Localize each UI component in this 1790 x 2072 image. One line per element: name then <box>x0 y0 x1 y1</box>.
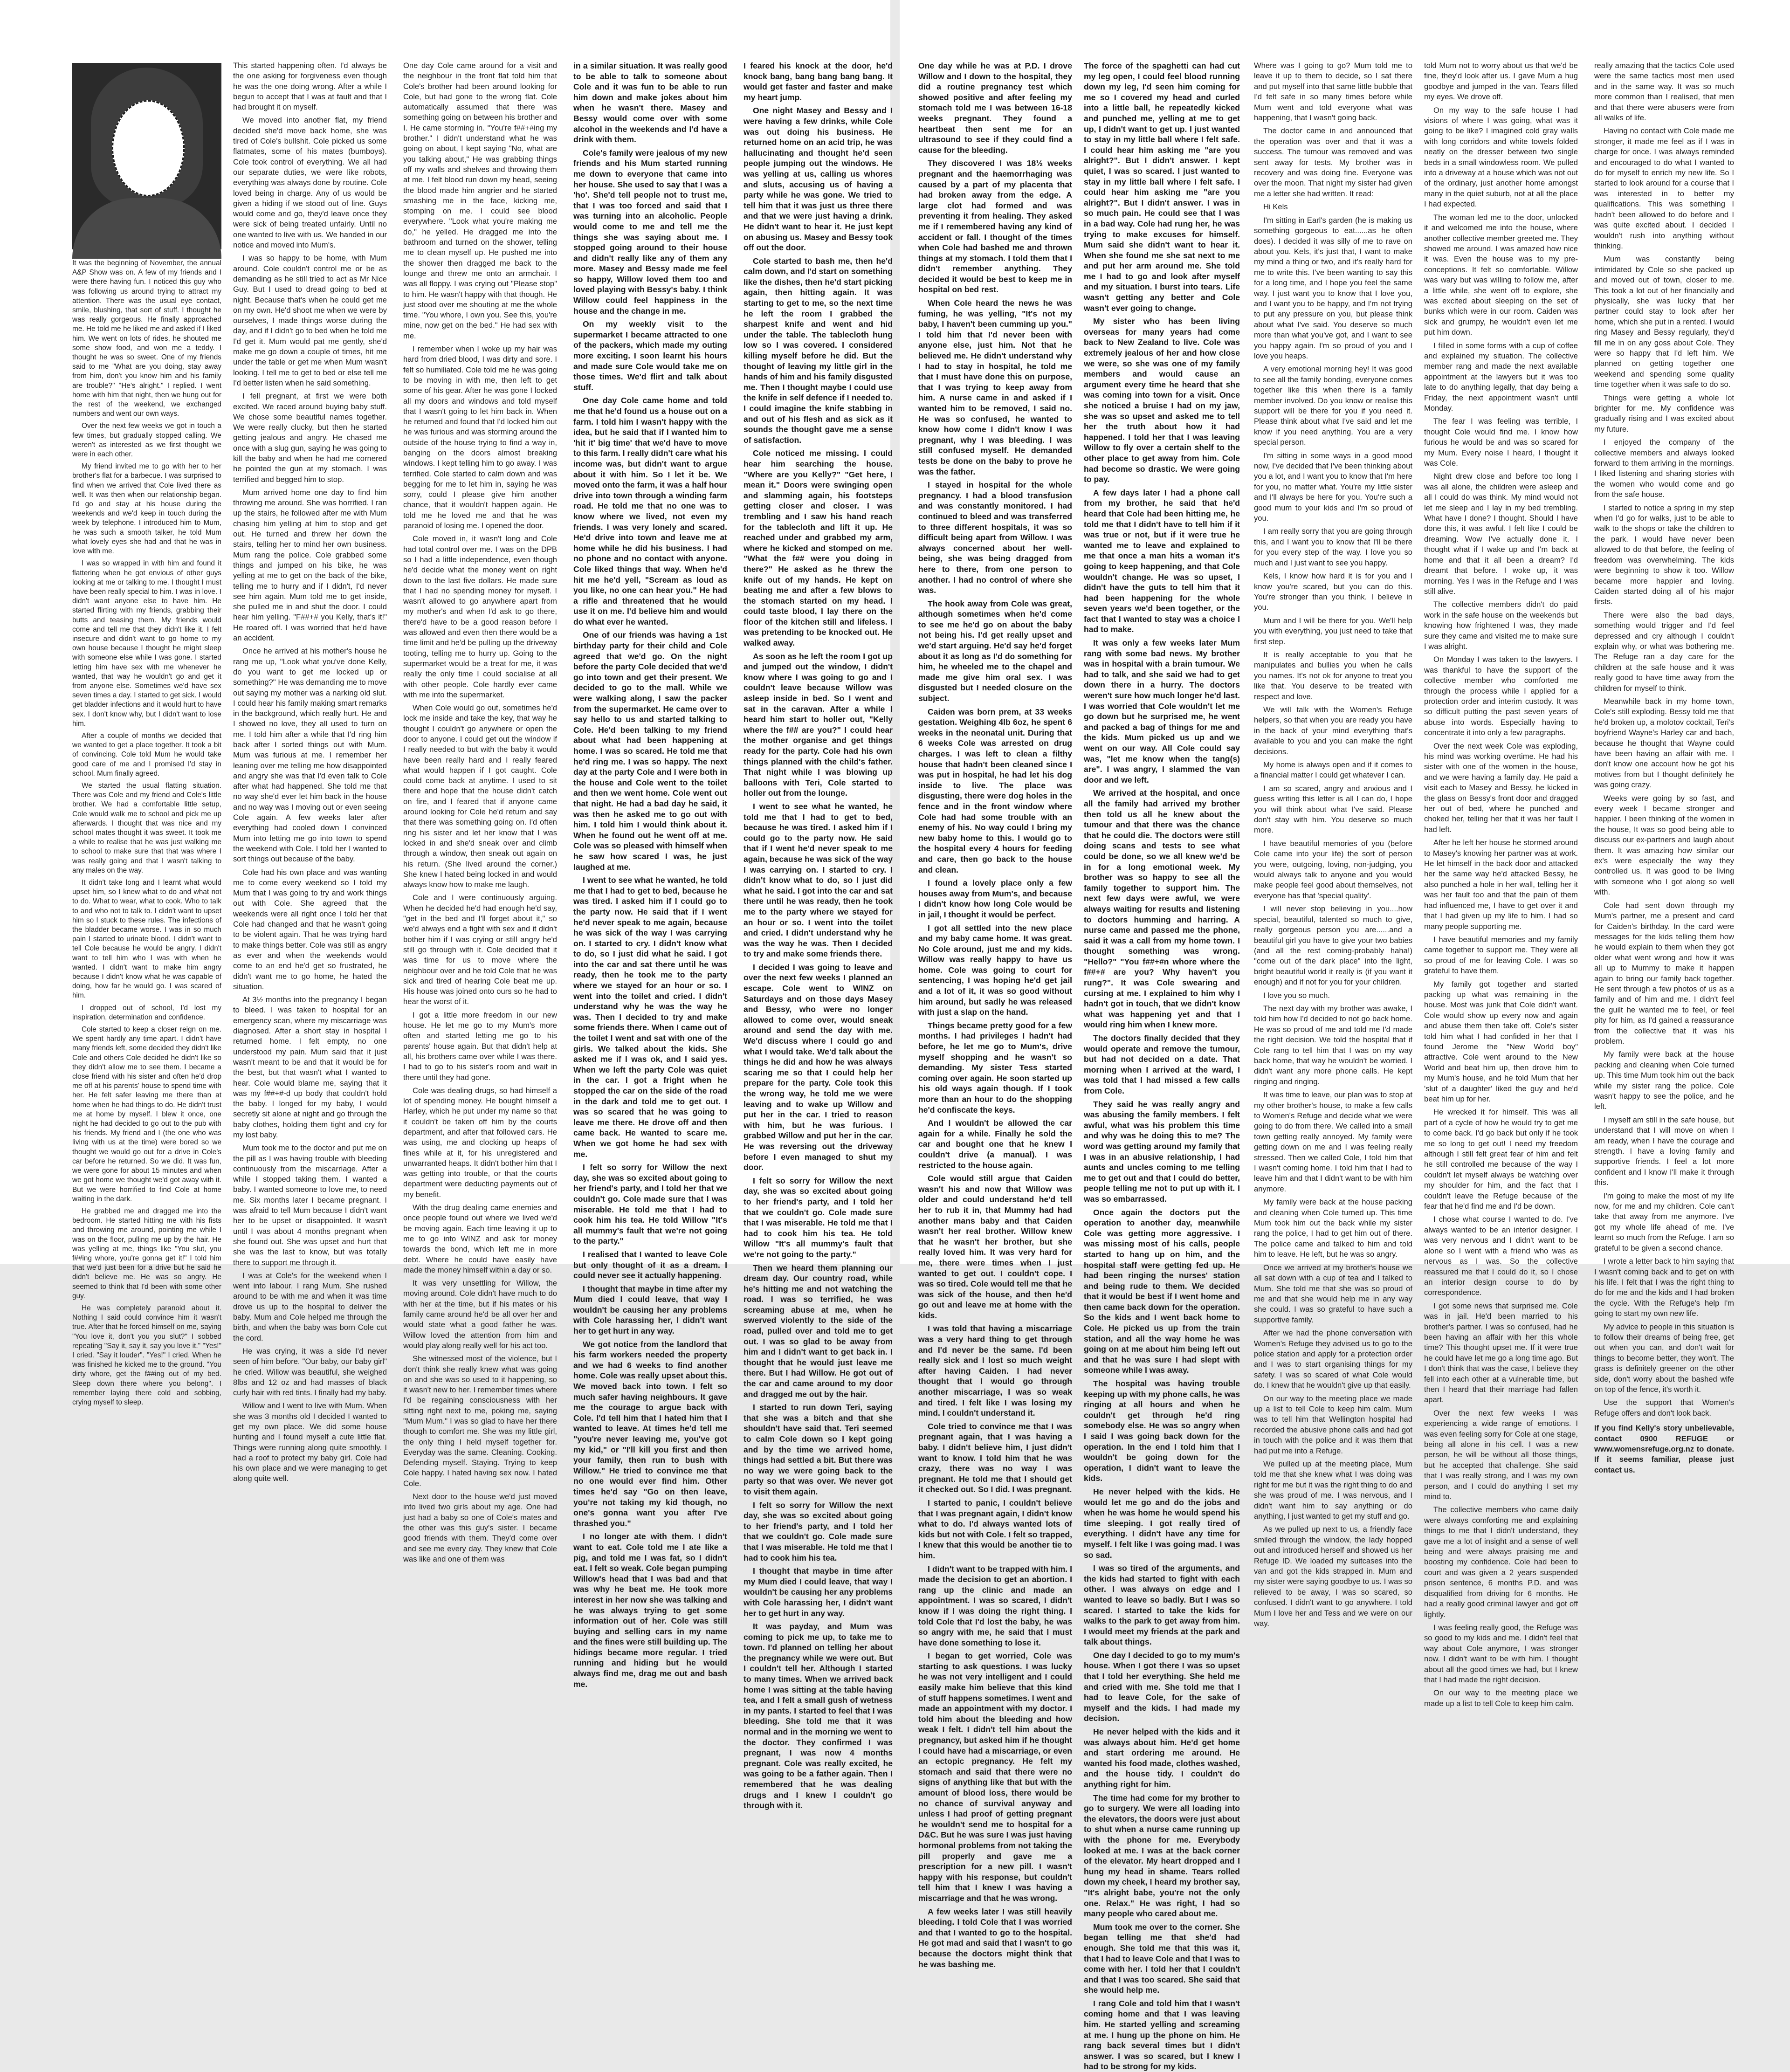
story-paragraph: The doctor came in and announced that the operation was over and that it was a success. The tumour was removed and was sent away for tests. My brother was in recovery and was doing fine. Everyone was over the moon. That night my sister had given me a letter she had written. It read: <box>1254 126 1412 198</box>
story-paragraph: We got notice from the landlord that his farm workers needed the property and we had 6 weeks to find another home. Cole was really upset about this. We moved back into town. I felt so much safer having neighbours. It gave me the courage to argue back with Cole. I'd tell him that I hated him that I wanted to leave. At times he'd tell me "you're never leaving me, you've got my kid," or "I'll kill you first and then your family, then run to bush with Willow." He tried to convince me that no one would ever find him. Other times he'd say "Go on then leave, you're not taking my kid though, no one's gonna want you after I've thrashed you." <box>573 1339 727 1528</box>
story-paragraph: It didn't take long and I learnt what would upset him, so I knew what to do and what not to do. What to wear, what to cook. Who to talk to and who not to talk to. I didn't want to upset him so I stuck to these rules. The infections of the bladder became worse. I was in so much pain I started to urinate blood. I didn't want to tell Cole because he would be angry. I didn't want to tell him who I was with when he wanted. I didn't want to make him angry because I didn't know what he was capable of doing, how far he would go. I was scared of him. <box>72 879 221 1000</box>
story-paragraph: I'm going to make the most of my life now, for me and my children. Cole can't take that away from me anymore. I've got my whole life ahead of me. I've learnt so much from the Refuge. I am so grateful to be given a second chance. <box>1594 1191 1734 1253</box>
story-paragraph: One day while he was at P.D. I drove Willow and I down to the hospital, they did a routine pregnancy test which showed positive and after feeling my stomach told me I was between 16-18 weeks pregnant. They found a heartbeat then sent me for an ultrasound to see if they could find a cause for the bleeding. <box>918 61 1072 155</box>
story-paragraph: I have beautiful memories of you (before Cole came into your life) the sort of person you were, outgoing, loving, non-judging, you would always talk to anyone and you would make people feel good about themselves, not everyone has that 'special quality'. <box>1254 839 1412 900</box>
story-paragraph: The force of the spaghetti can had cut my leg open, I could feel blood running down my leg, I'd seen him coming for me so I covered my head and curled into a little ball, he repeatedly kicked and punched me, yelling at me to get up, I didn't want to get up. I just wanted to stay in my little ball where I felt safe. I could hear him asking me "are you alright?". But I didn't answer. I kept quiet, I was so scared. I just wanted to stay in my little ball where I felt safe. I could hear him asking me "are you alright?". But I didn't answer. I was in so much pain. He could see that I was in a bad way. Cole had rung her, he was trying to make excuses for himself. Mum said she didn't want to hear it. When she found me she sat next to me and put her arm around me. She told me I had to go and look after myself and my situation. I burst into tears. Life wasn't getting any better and Cole wasn't ever going to change. <box>1084 61 1240 313</box>
story-paragraph: I am really sorry that you are going through this, and I want you to know that I'll be there for you every step of the way. I love you so much and I just want to see you happy. <box>1254 527 1412 567</box>
story-paragraph: When Cole heard the news he was fuming, he was yelling, "It's not my baby, I haven't been cumming up you." I told him that I'd never been with anyone else, just him. Not that he believed me. He didn't understand why I had to stay in hospital, he told me that I must have done this on purpose, that I was trying to keep away from him. A nurse came in and asked if I wanted him to be removed, I said no. He was so confused, he wanted to know how come I didn't know I was pregnant, why I was bleeding. I was still confused myself. He demanded tests be done on the baby to prove he was the father. <box>918 298 1072 476</box>
story-paragraph: I was so happy to be home, with Mum around. Cole couldn't control me or be as demanding as he still tried to act as Mr Nice Guy. But I used to dread going to bed at night. Because that's when he could get me on my own. He'd shoot me when we were by ourselves, I made things worse during the day, and if I didn't go to bed when he told me I'd get it. Mum would pat me gently, she'd make me go down a couple of times, hit me under the table or get me when Mum wasn't looking. I tell me to get to bed or else tell me I'd better listen when he said something. <box>233 254 387 387</box>
story-paragraph: Over the next few weeks I was experiencing a wide range of emotions. I was even feeling sorry for Cole at one stage, being all alone in his cell. I was a new person, he will be without all those things, but he accepted that challenge. She said that I was really strong, and I was my own person, and I could do anything I set my mind to. <box>1424 1408 1578 1501</box>
story-paragraph: One of our friends was having a 1st birthday party for their child and Cole agreed that we'd go. On the night before the party Cole decided that we'd go into town and get their present. We decided to go to the mall. While we were walking along, I saw the packer from the supermarket. He came over to say hello to us and started talking to Cole. He'd been talking to my friend about what had been happening at home. I was so scared. He told me that he'd ring me. I was so happy. The next day at the party Cole and I were both in the house and Cole went to the toilet and then we went home. Cole went out that night. He had a bad day he said, it was then he asked me to go out with him. I told him I would think about it. When he found out he went off at me. Cole was so pleased with himself when he saw how scared I was, he just laughed at me. <box>573 630 727 872</box>
story-paragraph: It was the beginning of November, the annual A&P Show was on. A few of my friends and I were there having fun. I noticed this guy who was following us around trying to attract my attention. There was the usual eye contact, smile, blushing, that sort of stuff. I thought he was really gorgeous. He finally approached me. He told me he liked me and asked if I liked him. We went on lots of rides, he shouted me some show food, and won me a teddy. I thought he was so sweet. One of my friends said to me "What are you doing, stay away from him, don't you know him and his family are trouble?" "He's alright." I replied. I went home with him that night, then we hung out for the rest of the weekend, we exchanged numbers and went our own ways. <box>72 259 221 418</box>
story-column-7 <box>1084 61 1240 2072</box>
story-paragraph: I went to see what he wanted, he told me that I had to get to bed, because he was tired. I asked him if I could go to the party now. He said that if I went he'd never speak to me again, because he was sick of the way I was carrying on. I started to cry. I didn't know what to do, so I just did what he said. I got into the car and sat there until he was ready, then he took me to the party where we stayed for an hour or so. I went into the toilet and cried. I didn't understand why he was the way he was. Then I decided to try and make some friends there. When I came out of the toilet I went and sat with one of the girls. We talked about the kids. She asked me if I was ok, and I said yes. When we left the party Cole was quiet in the car. I got a fright when he stopped the car on the side of the road in the dark and told me to get out. I was so scared that he was going to leave me there. He drove off and then came back. He wanted to scare me. When we got home he had sex with me. <box>573 875 727 1159</box>
story-paragraph: He wrecked it for himself. This was all part of a cycle of how he would try to get me to come back. I'd go back but only if he took me so long to get out! I need my freedom although I still felt great fear of him and felt he still controlled me because of the way I couldn't let myself always be watching over my shoulder for him, and the fact that I couldn't leave the Refuge because of the fear that he'd find me and I'd be down. <box>1424 1108 1578 1211</box>
story-paragraph: He never helped with the kids. He would let me go and do the jobs and when he was home he would spend his time sleeping. I got really tired of everything. I didn't have any time for myself. I felt like I was going mad. I was so sad. <box>1084 1487 1240 1560</box>
story-paragraph: I feared his knock at the door, he'd knock bang, bang bang bang bang. It would get faster and faster and make my heart jump. <box>744 61 893 102</box>
story-paragraph: Mum took me over to the corner. She began telling me that she'd had enough. She told me that this was it, that I had to leave Cole and that I was to come with her. I told her that I couldn't and that I was too scared. She said that she would help me. <box>1084 1922 1240 1995</box>
story-paragraph: It was very unsettling for Willow, the moving around. Cole didn't have much to do with her at the time, but if his mates or his family came around he'd be all over her and would state what a good father he was. Willow loved the attention from him and would play along really well for his act too. <box>403 1279 557 1350</box>
story-paragraph: I went to see what he wanted, he told me that I had to get to bed, because he was tired. I asked him if I could go to the party now. He said that if I went he'd never speak to me again, because he was sick of the way I was carrying on. I started to cry. I didn't know what to do, so I just did what he said. I got into the car and sat there until he was ready, then he took me to the party where we stayed for an hour or so. I went into the toilet and cried. I didn't understand why he was the way he was. Then I decided to try and make some friends there. <box>744 801 893 959</box>
story-paragraph: Use the support that Women's Refuge offers and don't look back. <box>1594 1398 1734 1418</box>
story-paragraph: This started happening often. I'd always be the one asking for forgiveness even though he was the one doing wrong. After a while I begun to accept that I was at fault and that I had brought it on myself. <box>233 61 387 112</box>
story-paragraph: I started to panic, I couldn't believe that I was pregnant again, I didn't know what to do. I'd always wanted lots of kids but not with Cole. I felt so trapped, I knew that this would be another tie to him. <box>918 1498 1072 1560</box>
story-paragraph: At 3½ months into the pregnancy I began to bleed. I was taken to hospital for an emergency scan, where my miscarriage was diagnosed. After a short stay in hospital I returned home. I felt empty, no one understood my pain. Mum said that it just wasn't meant to be and that it would be for the best, but that wasn't what I wanted to hear. Cole would blame me, saying that it was my f##+#-d up body that couldn't hold the baby. I longed for my baby, I would secretly sit alone at night and go through the baby clothes, holding them tight and cry for my lost baby. <box>233 995 387 1139</box>
story-paragraph: My advice to people in this situation is to follow their dreams of being free, get out when you can, and don't wait for things to become better, they won't. The grass is definitely greener on the other side, don't worry about the bashed wife on top of the fence, it's worth it. <box>1594 1322 1734 1394</box>
story-paragraph: The fear I was feeling was terrible, I thought Cole would find me. I know how furious he would be and was so scared for my Mum. Every noise I heard, I thought it was Cole. <box>1424 417 1578 468</box>
story-paragraph: Willow and I went to live with Mum. When she was 3 months old I decided I wanted to get my own place. We did some house hunting and I found myself a cute little flat. Things were running along quite smoothly. I had a roof to protect my baby girl. Cole had his own place and we were managing to get along quite well. <box>233 1401 387 1483</box>
story-paragraph: Over the next few weeks we got in touch a few times, but gradually stopped calling. We weren't as interested as we first thought we were in each other. <box>72 422 221 459</box>
story-paragraph: One day Cole came home and told me that he'd found us a house out on a farm. I told him I wasn't happy with the idea, but he said that if I wanted him to 'hit it' big time' that we'd have to move to this farm. I really didn't care what his income was, but didn't want to argue about it with him. So I let it be. We moved onto the farm, it was a half hour drive into town through a winding farm road. He told me that no one was to know where we lived, not even my friends. I was very lonely and scared. He'd drive into town and leave me at home while he did his business. I had no phone and no contact with anyone. Cole liked things that way. When he'd hit me he'd yell, "Scream as loud as you like, no one can hear you." He had a rifle and threatened that he would use it on me. I'd believe him and would do what ever he wanted. <box>573 396 727 626</box>
story-column-8 <box>1254 61 1412 1628</box>
story-paragraph: He grabbed me and dragged me into the bedroom. He started hitting me with his fists and throwing me around, pointing me while I was on the floor, pulling me up by the hair. He was yelling at me, things like "You slut, you f##ing whore, you're gonna get it!" I told him that we'd just been for a drive but he said he didn't believe me. He was so angry. He seemed to think that I'd been with some other guy. <box>72 1207 221 1300</box>
story-paragraph: I was so tired of the arguments, and the kids had started to fight with each other. I was always on edge and I wanted to leave so badly. But I was so scared. I started to take the kids for walks to the park to get away from him. I would meet my friends at the park and talk about things. <box>1084 1563 1240 1647</box>
story-paragraph: He was completely paranoid about it. Nothing I said could convince him it wasn't true. After that he forced himself on me, saying "You love it, don't you you slut?" I sobbed repeating "Say it, say it, say you love it." "Yes!" I cried. "Say it louder". "Yes!" I cried. When he was finished he kicked me to the ground. "You dirty whore, get the f##ing out of my bed. Sleep down there where you belong". I remember laying there cold and sobbing, crying myself to sleep. <box>72 1304 221 1406</box>
story-paragraph: I myself am still in the safe house, but understand that I will move on when I am ready, when I have the courage and strength. I have a loving family and supportive friends. I feel a lot more confident and I know I'll make it through this. <box>1594 1115 1734 1187</box>
story-paragraph: He was crying, it was a side I'd never seen of him before. "Our baby, our baby girl" he cried. Willow was beautiful, she weighed 8lbs and 12 oz and had masses of black curly hair with red tints. I finally had my baby. <box>233 1346 387 1397</box>
story-paragraph: really amazing that the tactics Cole used were the same tactics most men used and in the same way. It was so much more common than I realised, that men and that there were abusers were from all walks of life. <box>1594 61 1734 123</box>
story-paragraph: Mum and I will be there for you. We'll help you with everything, you just need to take that first step. <box>1254 616 1412 646</box>
story-paragraph: I decided I was going to leave and over the next few weeks I planned an escape. Cole went to WINZ on Saturdays and on those days Masey and Bessy, who were no longer allowed to come over, would sneak around and send the day with me. We'd discuss where I could go and what I would take. We'd talk about the things he did and how he was always scaring me so that I could help her prepare for the party. Cole took this the wrong way, he told me we were leaving and to wake up Willow and put her in the car. I tried to reason with him, but he was furious. I grabbed Willow and put her in the car. He was reversing out the driveway before I even managed to shut my door. <box>744 962 893 1172</box>
story-paragraph: Cole started to bash me, then he'd calm down, and I'd start on something like the dishes, then he'd start picking again, then hitting again. It was starting to get to me, so the next time he left the room I grabbed the sharpest knife and went and hid under the table. The tablecloth hung low so I was covered. I considered killing myself before he did. But the thought of leaving my little girl in the hands of him and his family disgusted me. Then I thought maybe I could use the knife in self defence if I needed to. I could imagine the knife stabbing in and out of his flesh and as sick as it sounds the thought gave me a sense of satisfaction. <box>744 256 893 445</box>
story-paragraph: I chose what course I wanted to do. I've always wanted to be an interior designer. I was very nervous and I didn't want to be alone so I went with a friend who was as nervous as I was. So the collective reassured me that I could do it, so I chose an interior design course to do by correspondence. <box>1424 1215 1578 1297</box>
story-paragraph: We will talk with the Women's Refuge helpers, so that when you are ready you have in the back of your mind everything that's available to you and you can make the right decisions. <box>1254 705 1412 756</box>
story-column-3 <box>403 61 557 1563</box>
story-paragraph: Next door to the house we'd just moved into lived two girls about my age. One had just had a baby so one of Cole's mates and the other was this guy's sister. I became good friends with them. They'd come over and see me every day. They knew that Cole was like and one of them was <box>403 1492 557 1563</box>
story-column-1 <box>72 259 221 1406</box>
story-paragraph: I have beautiful memories and my family came together to support me. They were all so proud of me for leaving Cole. I was so grateful to have them. <box>1424 935 1578 976</box>
story-paragraph: I dropped out of school, I'd lost my inspiration, determination and confidence. <box>72 1004 221 1021</box>
story-paragraph: After a couple of months we decided that we wanted to get a place together. It took a bit of convincing. Cole told Mum he would take good care of me and I promised I'd stay in school. Mum finally agreed. <box>72 731 221 778</box>
story-paragraph: Weeks were going by so fast, and every week I became stronger and happier. I been thinking of the women in the house, It was so good being able to discuss our ex-partners and laugh about them. It was amazing how similar our ex's were especially the way they controlled us. It was good to be living with someone who I got along so well with. <box>1594 793 1734 897</box>
story-paragraph: The woman led me to the door, unlocked it and welcomed me into the house, where another collective member greeted me. They showed me around. I was amazed how nice it was. Even the house was to my pre-conceptions. It felt so comfortable. Willow was wary but was willing to follow me, after a little while, she went off to explore, she was excited about sleeping on the set of bunks which were in our room. Caiden was sick and grumpy, he wouldn't even let me put him down. <box>1424 213 1578 337</box>
story-paragraph: The collective members who came daily were always comforting me and explaining things to me that I didn't understand, they gave me a lot of insight and a sense of well being and were always praising me and boosting my confidence. Cole had been to court and was given a 2 years suspended prison sentence, 6 months P.D. and was disqualified from driving for 6 months. He had a really good criminal lawyer and got off lightly. <box>1424 1505 1578 1619</box>
story-paragraph: A very emotional morning hey! It was good to see all the family bonding, everyone comes together like this when there is a family member involved. Do you know or realise this support will be there for you if you need it. Please think about what I've said and let me know if you need anything. You are a very special person. <box>1254 365 1412 447</box>
story-column-10 <box>1594 61 1734 1474</box>
closing-call-to-action: If you find Kelly's story unbelievable, contact 0900 REFUGE or www.womensrefuge.org.nz to donate. If it seems familiar, please just contact us. <box>1594 1424 1734 1474</box>
story-paragraph: On Monday I was taken to the lawyers. I was thankful to have the support of the collective member who comforted me through the process while I applied for a protection order and interim custody. It was so difficult putting the past seven years of abuse into words. Especially having to concentrate it into only a few paragraphs. <box>1424 655 1578 737</box>
story-paragraph: I started to run down Teri, saying that she was a bitch and that she shouldn't have said that. Teri seemed to calm Cole down so I kept going and by the time we arrived home, things had settled a bit. But there was no way we were going back to the party so that was over. We never got to visit them again. <box>744 1403 893 1496</box>
story-paragraph: My family were back at the house packing and cleaning when Cole turned up. This time Mum took him out the back while my sister rang the police. Cole wasn't happy to see the police, and he left. <box>1594 1050 1734 1111</box>
story-paragraph: I got all settled into the new place and my baby came home. It was great. No Cole around, just me and my kids. Willow was really happy to have us home. Cole was going to court for sentencing, I was hoping he'd get jail and a lot of it, it was so good without him around, but sadly he was released with just a slap on the hand. <box>918 923 1072 1017</box>
story-paragraph: There were also the bad days, something would trigger and I'd feel depressed and cry although I couldn't explain why, or what was bothering me. The Refuge ran a day care for the children at the safe house and it was really good to have time away from the children for myself to think. <box>1594 610 1734 693</box>
story-paragraph: I remember when I woke up my hair was hard from dried blood, I was dirty and sore. I felt so humiliated. Cole told me he was going to be moving in with me, then left to get some of his gear. After he was gone I locked all my doors and windows and told myself that I wasn't going to let him back in. When he returned and found that I'd locked him out he was furious and was storming around the outside of the house trying to find a way in, banging on the doors almost breaking windows. I kept telling him to go away. I was terrified. Cole started to calm down and was begging for me to let him in, saying he was sorry, could I please give him another chance, that it wouldn't happen again. He told me he loved me and that he was paranoid of losing me. I opened the door. <box>403 344 557 530</box>
story-paragraph: Once he arrived at his mother's house he rang me up, "Look what you've done Kelly, do you want to get me locked up or something?" He was demanding me to move out saying my mother was a narking old slut. I could hear his family making smart remarks in the background, which really hurt. He and I showed no love, they all used to turn on me. I told him after a while that I'd ring him back after I sorted things out with Mum. Mum was furious at me. I remember her leaning over me telling me how disappointed and angry she was that I'd even talk to Cole after what had happened. She told me that no way she'd ever let him back in the house and no way was I moving out or even seeing Cole again. A few weeks later after everything had cooled down I convinced Mum into letting me go into town to spend the weekend with Cole. I told her I wanted to sort things out because of the baby. <box>233 647 387 864</box>
story-paragraph: I was told that having a miscarriage was a very hard thing to get through and I'd never be the same. I'd been really sick and I lost so much weight after having Caiden. I had never thought that I would go through another miscarriage, I was so weak and tired. I felt like I was losing my mind. I couldn't understand it. <box>918 1324 1072 1418</box>
story-paragraph: I didn't want to be trapped with him. I made the decision to get an abortion. I rang up the clinic and made an appointment. I was so scared, I didn't know if I was doing the right thing. I told Cole that I'd lost the baby, he was so angry with me, he said that I must have done something to lose it. <box>918 1564 1072 1647</box>
story-paragraph: With the drug dealing came enemies and once people found out where we lived we'd be moving again. Each time leaving it up to me to go into WINZ and ask for money towards the bond, which left me in more debt. Where he could have easily have made the money himself within a day or so. <box>403 1203 557 1274</box>
face-cutout <box>112 100 185 196</box>
story-paragraph: I thought that maybe in time after my Mum died I could leave, that way I wouldn't be causing her any problems with Cole harassing her, I didn't want her to get hurt in any way. <box>744 1566 893 1618</box>
anonymised-portrait-photo <box>72 63 221 249</box>
story-paragraph: I felt so sorry for Willow the next day, she was so excited about going to her friend's party, and I told her that we couldn't go. Cole made sure that I was miserable. He told me that I had to cook him his tea. <box>744 1500 893 1563</box>
story-paragraph: After we had the phone conversation with Women's Refuge they advised us to go to the police station and apply for a protection order and I was to start organising things for my safety. I was so scared of what Cole would do. I knew that he wouldn't give up that easily. <box>1254 1329 1412 1390</box>
story-paragraph: It was time to leave, our plan was to stop at my other brother's house, to make a few calls to Women's Refuge and decide what we were going to do from there. We called into a small town getting really annoyed. My family were getting down on me and I was feeling really stressed. Then we called Cole, I told him that I wasn't coming home. I told him that I had to leave him and that I didn't want to be with him anymore. <box>1254 1090 1412 1193</box>
story-paragraph: Mum arrived home one day to find him throwing me around. She was horrified. I ran up the stairs, he followed after me with Mum chasing him yelling at him to stop and get out. He turned and threw her down the stairs, telling her to mind her own business. Mum rang the police. Cole grabbed some things and jumped on his bike, he was yelling at me to get on the back of the bike, telling me to hurry and if I didn't, I'd never see him again. Mum told me to get inside, she pulled me in and shut the door. I could hear him yelling. "F##+# you Kelly, that's it!" He roared off. I was worried that he'd have an accident. <box>233 488 387 643</box>
story-paragraph: Then we heard them planning our dream day. Our country road, while he's hitting me and not watching the road. I was so terrified, he was screaming abuse at me, when he swerved violently to the side of the road, pulled over and told me to get out. I was so glad to be away from him and I didn't want to get back in. I thought that he would just leave me there. But I had Willow. He got out of the car and came around to my door and dragged me out by the hair. <box>744 1263 893 1399</box>
story-paragraph: The hospital was having trouble keeping up with my phone calls, he was ringing at all hours and when he couldn't get through he'd ring somebody else. He was so angry when I said I was going back down for the operation. In the end I told him that I wouldn't be going down for the operation, I didn't want to leave the kids. <box>1084 1379 1240 1483</box>
story-paragraph: Night drew close and before too long I was all alone, the children were asleep and all I could do was think. My mind would not let me sleep and I lay in my bed trembling. What have I done? I thought. Should I have done this, it was awful. I felt like I could be dreaming. Wow I've actually done it. I thought what if I wake up and I'm back at home and that it all been a dream? I'd dreamt that before. I woke up, it was morning. Yes I was in the Refuge and I was still alive. <box>1424 472 1578 596</box>
story-paragraph: Cole and I were continuously arguing. When he decided he'd had enough he'd say, "get in the bed and I'll forget about it," so we'd always end a fight with sex and it didn't bother him if I was crying or still angry he'd still go through with it. Cole decided that it was time for us to move where the neighbour over and he told Cole that he was sick and tired of hearing Cole beat me up. His house was joined onto ours so he had to hear the worst of it. <box>403 893 557 1006</box>
story-paragraph: The doctors finally decided that they would operate and remove the tumour, but had not decided on a date. That morning when I arrived at the ward, I was told that I had missed a few calls from Cole. <box>1084 1033 1240 1095</box>
story-paragraph: The time had come for my brother to go to surgery. We were all loading into the elevators, the doors were just about to shut when a nurse came running up with the phone for me. Everybody looked at me. I was at the back corner of the elevator. My heart dropped and I hung my head in shame. Tears rolled down my cheek, I heard my brother say, "It's alright babe, you're not the only one. Relax." He was right, I had so many people who cared about me. <box>1084 1793 1240 1919</box>
story-paragraph: Cole moved in, it wasn't long and Cole had total control over me. I was on the DPB so I had a little independence, even though he'd decide what the money went on right down to the last five dollars. He made sure that I had no spending money for myself. I wasn't allowed to go anywhere apart from my mother's and when I'd ask to go there, there'd have to be a good reason before I was allowed and even then there would be a time limit and he'd be pulling up the driveway tooting, telling me to hurry up. Going to the supermarket would be a treat for me, it was really the only time I could socialise at all with other people. Cole hardly ever came with me into the supermarket. <box>403 534 557 699</box>
story-paragraph: One night Masey and Bessy and I were having a few drinks, while Cole was out doing his business. He returned home on an acid trip, he was hallucinating and thought he'd seen people jumping out the windows. He was yelling at us, calling us whores and sluts, accusing us of having a party while he was gone. We tried to tell him that it was just us three there and that we were just having a drink. He didn't want to hear it. He just kept on abusing us. Masey and Bessy took off out the door. <box>744 106 893 253</box>
story-paragraph: I was so wrapped in with him and found it flattering when he got envious of other guys looking at me or talking to me. I thought I must have been really special to him. I was in love. I didn't want anyone else to have him. He started flirting with my friends, grabbing their butts and teasing them. My friends would come and tell me that they didn't like it. I felt insecure and didn't want to go home to my own house because I thought he might sleep with someone else while I was gone. I started letting him have sex with me whenever he wanted, that way he wouldn't go and get it from anyone else. Sometimes we'd have sex seven times a day. I started to get sick. I would get bladder infections and it would hurt to have sex. I don't know why, but I didn't want to lose him. <box>72 559 221 728</box>
story-paragraph: I found a lovely place only a few houses away from Mum's, and because I didn't know how long Cole would be in jail, I thought it would be perfect. <box>918 878 1072 919</box>
story-paragraph: The collective members didn't do paid work in the safe house on the weekends but knowing how frightened I was, they made sure they came and visited me to make sure I was alright. <box>1424 600 1578 651</box>
story-paragraph: Meanwhile back in my home town, Cole's still exploding. Bessy told me that he'd broken up, a molotov cocktail, Teri's boyfriend Wayne's Harley car and bach, because he thought that Wayne could have been having an affair with me. I don't know one account how he got his motives from but I thought definitely he was going crazy. <box>1594 696 1734 790</box>
story-paragraph: The hook away from Cole was great, although sometimes when he'd come to see me he'd go on about the baby not being his. I'd get really upset and we'd start arguing. He'd say he'd forget about it as long as I'd do something for him, he wheeled me to the chapel and made me give him oral sex. I was disgusted but I needed closure on the subject. <box>918 599 1072 703</box>
story-paragraph: Mum took me to the doctor and put me on the pill as I was having trouble with bleeding continuously from the miscarriage. After a while I stopped taking them. I wanted a baby. I wanted someone to love me, to need me. Six months later I became pregnant. I was afraid to tell Mum because I didn't want her to be upset or disappointed. It wasn't until I was about 4 months pregnant when she found out. She was upset and hurt that she was the last to know, but was totally there to support me through it. <box>233 1143 387 1267</box>
story-paragraph: I am so scared, angry and anxious and I guess writing this letter is all I can do, I hope you will think about what I've said. Please don't stay with him. You deserve so much more. <box>1254 784 1412 835</box>
story-paragraph: I thought that maybe in time after my Mum died I could leave, that way I wouldn't be causing her any problems with Cole harassing her, I didn't want her to get hurt in any way. <box>573 1284 727 1336</box>
story-paragraph: in a similar situation. It was really good to be able to talk to someone about Cole and it was fun to be able to run him down and make jokes about him when he wasn't there. Masey and Bessy would come over with some alcohol in the weekends and I'd have a drink with them. <box>573 61 727 145</box>
story-paragraph: The next day with my brother was awake, I told him how I'd decided to not go back home. He was so proud of me and told me I'd made the right decision. We told the hospital that if Cole rang to tell him that I was on my way back home, that way he wouldn't be worried. I didn't want any more phone calls. He kept ringing and ringing. <box>1254 1004 1412 1086</box>
portrait-shoulders <box>72 198 221 259</box>
story-paragraph: Hi Kels <box>1263 202 1288 212</box>
story-paragraph: On my weekly visit to the supermarket I became attracted to one of the packers, which made my outing more exciting. I soon learnt his hours and made sure Cole would take me on those times. We'd flirt and talk about stuff. <box>573 319 727 392</box>
story-paragraph: I enjoyed the company of the collective members and always looked forward to them arriving in the mornings. I liked listening and sharing stories with the women who would come and go from the safe house. <box>1594 438 1734 499</box>
story-paragraph: I no longer ate with them. I didn't want to eat. Cole told me I ate like a pig, and told me I was fat, so I didn't eat. I felt so weak. Cole began pumping Willow's head that I was bad and that was why he beat me. He took more interest in her now she was talking and he was always trying to get some information out of her. Cole was still buying and selling cars in my name and the fines were still building up. The hidings became more regular. I tried running and hiding but he would always find me, drag me out and bash me. <box>573 1532 727 1689</box>
story-column-10-body <box>1594 61 1734 1418</box>
story-paragraph: I began to get worried, Cole was starting to ask questions. I was lucky he was not very intelligent and I could easily make him believe that this kind of stuff happens sometimes. I went and made an appointment with my doctor. I told him about the bleeding and how weak I felt. I didn't tell him about the pregnancy, but asked him if he thought I could have had a miscarriage, or even an ectopic pregnancy. He felt my stomach and said that there were no signs of anything like that but with the amount of blood loss, there would be no chance of survival anyway and unless I had proof of getting pregnant he wouldn't send me to hospital for a D&C. But he was sure I was just having hormonal problems from not taking the pill properly and gave me a prescription for a new pill. I wasn't happy with his response, but couldn't tell him that I knew I was having a miscarriage and that he was wrong. <box>918 1651 1072 1903</box>
story-paragraph: My sister who has been living overseas for many years had come back to New Zealand to live. Cole was extremely jealous of her and how close we were, so she was one of my family members and would cause an argument every time he heard that she was coming into town for a visit. Once she noticed a bruise I had on my jaw, she was so upset and asked me to tell her the truth about how it had happened. I told her that I was leaving Willow to fly over a certain shelf to the other place to get away from him. Cole had become so drastic. We were going to pay. <box>1084 317 1240 484</box>
story-paragraph: We arrived at the hospital, and once all the family had arrived my brother then told us all he knew about the tumour and that there was the chance that he could die. The doctors were still doing scans and tests to see what could be done, so we all knew we'd be in for a long emotional week. My brother was so happy to see all the family together to support him. The next few days were awful, we were always waiting for results and listening to doctors humming and harring. A nurse came and passed me the phone, said it was a call from my home town. I thought something was wrong. "Hello?" "You f##+#n whore where the f##+# are you? Why haven't you rung?". It was Cole swearing and cursing at me. I explained to him why I hadn't got in touch, that we didn't know what was happening yet and that I would ring him when I knew more. <box>1084 788 1240 1030</box>
story-paragraph: Things were getting a whole lot brighter for me. My confidence was gradually rising and I was excited about my future. <box>1594 393 1734 434</box>
story-paragraph: I was feeling really good, the Refuge was so good to my kids and me. I didn't feel that way about Cole anymore, I was stronger now. I didn't want to be with him. I thought about all the good times we had, but I knew that I had made the right decision. <box>1424 1623 1578 1684</box>
story-paragraph: Mum was constantly being intimidated by Cole so she packed up and moved out of town, closer to me. This took a lot out of her financially and physically, she was lucky that her partner could stay to look after her home, which she put in a rented. I would ring Masey and Bessy regularly, they'd fill me in on any goss about Cole. They were so happy that I'd left him. We planned on getting together one weekend and spending some quality time together when it was safe to do so. <box>1594 255 1734 389</box>
story-column-6 <box>918 61 1072 1969</box>
story-paragraph: I felt so sorry for Willow the next day, she was so excited about going to her friend's party, and I told her that we couldn't go. Cole made sure that I was miserable. He told me that I had to cook him his tea. He told Willow "It's all mummy's fault that we're not going to the party." <box>573 1163 727 1246</box>
story-paragraph: I love you so much. <box>1263 991 1330 1000</box>
story-paragraph: Where was I going to go? Mum told me to leave it up to them to decide, so I sat there and put myself into that same little bubble that I'd felt safe in so many times before while Mum went and told everyone what was happening, that I wasn't going back. <box>1254 61 1412 123</box>
story-paragraph: They said he was really angry and was abusing the family members. I felt awful, what was his problem this time and why was he doing this to me? The word was getting around my family that I was in an abusive relationship, I had aunts and uncles coming to me telling me to get out and that I could do better, people telling me not to put up with it. I was so embarrassed. <box>1084 1099 1240 1204</box>
story-paragraph: One day I decided to go to my mum's house. When I got there I was so upset that I told her everything. She held me and cried with me. She told me that I had to leave Cole, for the sake of myself and the kids. I had made my decision. <box>1084 1650 1240 1723</box>
story-paragraph: We started the usual flatting situation. There was Cole and my friend and Cole's little brother. We had a comfortable little setup, Cole would walk me to school and pick me up afterwards. I thought that was nice and my school mates thought it was sweet. It took me a while to realise that he was just walking me to school to make sure that that was where I was really going and that I wasn't talking to any males on the way. <box>72 781 221 874</box>
story-paragraph: It was payday, and Mum was coming to pick me up, to take me to town. I'd planned on telling her about the pregnancy while we were out. But I couldn't tell her. Although I started to many times. When we arrived back home I was sitting at the table having tea, and I felt a small gush of wetness in my pants. I started to feel that I was bleeding. She told me that it was normal and in the morning we went to the doctor. They confirmed I was pregnant, I was now 4 months pregnant. Cole was really excited, he was going to be a father again. Then I remembered that he was dealing drugs and I knew I couldn't go through with it. <box>744 1622 893 1810</box>
story-column-5 <box>744 61 893 1810</box>
story-paragraph: I filled in some forms with a cup of coffee and explained my situation. The collective member rang and made the next available appointment at the lawyers but it was too late to do anything legally, that day being a Friday, the next appointment wasn't until Monday. <box>1424 341 1578 413</box>
story-paragraph: Cole would still argue that Caiden wasn't his and now that Willow was older and could understand he'd tell her to rub it in, that Mummy had had another mans baby and that Caiden wasn't her real brother. Willow knew that he wasn't her brother, but she really loved him. It was very hard for me, there were times when I just wanted to get out. I couldn't cope. I was so tired. Cole would tell me that he was sick of the house, and then he'd go out and leave me at home with the kids. <box>918 1174 1072 1320</box>
story-paragraph: Things became pretty good for a few months. I had privileges I hadn't had before, he let me go to Mum's, drive myself shopping and he wasn't so demanding. My sister Tess started coming over again. He soon started up his old ways again though. If I took more than an hour to do the shopping he'd confiscate the keys. <box>918 1020 1072 1115</box>
story-paragraph: One day Cole came around for a visit and the neighbour in the front flat told him that Cole's brother had been around looking for Cole, but had gone to the wrong flat. Cole automatically assumed that there was something going on between his brother and I. He came storming in. "You're f##+#ing my brother." I didn't understand what he was going on about, I kept saying "No, what are you talking about," He was grabbing things off my walls and shelves and throwing them at me. I felt blood run down my head, seeing the blood made him angrier and he started smashing me in the face, kicking me, stomping on me. I could see blood everywhere. "Look what you're making me do," he yelled. He dragged me into the bathroom and turned on the shower, telling me to clean myself up. He pushed me into the shower then dragged me back to the lounge and threw me onto an armchair. I was all floppy. I was crying out "Please stop" to him. He wasn't happy with that though. He just stood over me shouting at me the whole time. "You whore, I own you. See this, you're mine, now get on the bed." He had sex with me. <box>403 61 557 340</box>
story-paragraph: told Mum not to worry about us that we'd be fine, they'd look after us. I gave Mum a hug goodbye and jumped in the van. Tears filled my eyes. We drove off. <box>1424 61 1578 102</box>
story-paragraph: I started to notice a spring in my step when I'd go for walks, just to be able to walk to the shops or take the children to the park. I would have never been allowed to do that before, the feeling of freedom was overwhelming. The kids were beginning to show it too. Willow became more happier and loving. Caiden started doing all of his major firsts. <box>1594 503 1734 606</box>
story-paragraph: I was at Cole's for the weekend when I went into labour. I rang Mum. She rushed around to be with me and when it was time drove us up to the hospital to deliver the baby. Mum and Cole helped me through the birth, and when the baby was born Cole cut the cord. <box>233 1271 387 1342</box>
story-paragraph: I felt so sorry for Willow the next day, she was so excited about going to her friend's party, and I told her that we couldn't go. Cole made sure that I was miserable. He told me that I had to cook him his tea. He told Willow "It's all mummy's fault that we're not going to the party." <box>744 1176 893 1259</box>
story-column-4 <box>573 61 727 1689</box>
story-paragraph: I will never stop believing in you....how special, beautiful, talented so much to give, really gorgeous person you are......and a beautiful girl you have to give your two babies (and all the rest coming-probably haha!) "come out of the dark place" into the light, bright beautiful world it really is (if you want it enough) and if not for you for your children. <box>1254 904 1412 987</box>
story-paragraph: He never helped with the kids and it was always about him. He'd get home and start ordering me around. He wanted his food made, clothes washed, and the house tidy. I couldn't do anything right for him. <box>1084 1727 1240 1789</box>
story-paragraph: When Cole would go out, sometimes he'd lock me inside and take the key, that way he thought I couldn't go anywhere or open the door to anyone. I could get out the window if I really needed to but with the baby it would have been really hard and I really feared what would happen if I got caught. Cole could come back at anytime. I used to sit there and hope that the house didn't catch on fire, and I feared that if anyone came around looking for Cole he'd return and say that there was something going on. I'd often ring his sister and let her know that I was locked in and she'd sneak over and climb through a window, then sneak out again on his return. (She lived around the corner.) She knew I hated being locked in and would always know how to make me laugh. <box>403 703 557 889</box>
story-paragraph: Kels, I know how hard it is for you and I know you're scared, but you can do this. You're stronger than you think. I believe in you. <box>1254 571 1412 612</box>
story-paragraph: Once again the doctors put the operation to another day, meanwhile Cole was getting more aggressive. I was missing most of his calls, people started to hang up on him, and the hospital staff were getting fed up. He had been ringing the nurses' station and being rude to them. We decided that it would be best if I went home and then came back down for the operation. So the kids and I went back home to Cole. He picked us up from the train station, and all the way home he was going on at me about him being left out and that he was sure I had slept with someone while I was away. <box>1084 1207 1240 1375</box>
story-paragraph: I got some news that surprised me. Cole was in jail. He'd been married to his brother's partner. I was so confused, had he been having an affair with her this whole time? This thought upset me. If it were true he could have let me go a long time ago. But I don't think that was the case, I believe they fell into each other at a vulnerable time, but then I heard that their marriage had fallen apart. <box>1424 1301 1578 1404</box>
story-paragraph: I rang Cole and told him that I wasn't coming home and that I was leaving him. He started yelling and screaming at me. I hung up the phone on him. He rang back several times but I didn't answer. I was so scared, but I knew I had to be strong for my kids. <box>1084 1998 1240 2072</box>
story-paragraph: She witnessed most of the violence, but I don't think she really knew what was going on and she was so used to it happening, so it wasn't new to her. I remember times where I'd be regaining consciousness with her sitting right next to me, poking me, saying "Mum Mum." I was so glad to have her there though to comfort me. She was my little girl, the only thing I held myself together for. Everyday was the same. Cleaning. Cooking. Defending myself. Staying. Trying to keep Cole happy. I hated having sex now. I hated Cole. <box>403 1354 557 1488</box>
story-paragraph: I stayed in hospital for the whole pregnancy. I had a blood transfusion and was constantly monitored. I had continued to bleed and was transferred to three different hospitals, it was so difficult being apart from Willow. I was always concerned about her well-being, she was being dragged from here to there, from one person to another. I had no control of where she was. <box>918 480 1072 595</box>
story-paragraph: My family got together and started packing up what was remaining in the house. Most was junk that Cole didn't want. Cole would show up every now and again and abuse them then take off. Cole's sister told him what I had confided in her that I found Jerome the "New World boy" attractive. Cole went around to the New World and beat him up, then drove him to my Mum's house, and he told Mum that her 'slut of a daughter' liked the guy and he'd beat him up for her. <box>1424 979 1578 1103</box>
story-column-2 <box>233 61 387 1483</box>
story-paragraph: I'm sitting in some ways in a good mood now, I've decided that I've been thinking about you a lot, and I want you to know that I'm here for you, no matter what. You're my little sister and I'll always be here for you. You're such a good mum to your kids and I'm so proud of you. <box>1254 451 1412 523</box>
story-paragraph: We pulled up at the meeting place, Mum told me that she knew what I was doing was right for me but it was the right thing to do and she was proud of me. I was nervous, and I didn't want him to say anything or do anything, I just wanted to get my stuff and go. <box>1254 1459 1412 1521</box>
story-paragraph: Cole started to keep a closer reign on me. We spent hardly any time apart. I didn't have many friends left, some decided they didn't like Cole and others Cole decided he didn't like so they didn't allow me to see them. I became a close friend with his sister and often he'd drop me off at his parents' house to spend time with her. He felt safer leaving me there than at home when he had things to do. He didn't trust me at home by myself. I blew it once, one night he had decided to go out to the pub with his friends. My friend and I (the one who was living with us at the time) were bored so we thought we would go out for a drive in Cole's car before he returned. So we did. It was fun, we were gone for about 15 minutes and when we got home we thought we'd got away with it. But we were horrified to find Cole at home waiting in the dark. <box>72 1026 221 1203</box>
story-paragraph: Cole noticed me missing. I could hear him searching the house. "Where are you Kelly?" "Get here, I mean it." Doors were swinging open and slamming again, his footsteps getting closer and closer. I was trembling and I saw his hand reach for the tablecloth and lift it up. He reached under and grabbed my arm, where he kicked and stomped on me. "What the f## were you doing in there?" He asked as he threw the knife out of my hands. He kept on beating me and after a few blows to the stomach started on my head. I could taste blood, I lay there on the floor of the kitchen still and lifeless. I was pretending to be knocked out. He walked away. <box>744 448 893 648</box>
story-paragraph: My home is always open and if it comes to a financial matter I could get whatever I can. <box>1254 760 1412 780</box>
story-paragraph: A few weeks later I was still heavily bleeding. I told Cole that I was worried and that I wanted to go to the hospital. He got mad and said that I wasn't to go because the doctors might think that he was bashing me. <box>918 1907 1072 1969</box>
story-paragraph: I'm sitting in Earl's garden (he is making us something gorgeous to eat......as he often does). I decided it was silly of me to rave on about you. Kels, it's just that, I want to make my mind a thing or two, and it's really hard for me to write this. I've been wanting to say this for a long time, and I hope you feel the same way. I just want you to know that I love you, and I want you to be happy, and I'm not trying to put any pressure on you, but please think about what I've said. You deserve so much more than what you've got, and I want to see you happy again. I'm so proud of you and I love you heaps. <box>1254 215 1412 360</box>
story-paragraph: Cole tried to convince me that I was pregnant again, that I was having a baby. I didn't believe him, I just didn't want to know. I told him that he was crazy, there was no way I was pregnant. He told me that I should get it checked out. So I did. I was pregnant. <box>918 1421 1072 1494</box>
story-paragraph: I wrote a letter back to him saying that I wasn't coming back and to get on with his life. I felt that I was the right thing to do for me and the kids and I had broken the cycle. With the Refuge's help I'm going to start my own new life. <box>1594 1257 1734 1318</box>
story-paragraph: As we pulled up next to us, a friendly face smiled through the window, the lady hopped out and introduced herself and showed us her Refuge ID. We loaded my suitcases into the van and got the kids strapped in. Mum and my sister were saying goodbye to us. I was so relieved to be away, I was so scared, so confused. I didn't want to go anywhere. I told Mum I love her and Tess and we were on our way. <box>1254 1525 1412 1628</box>
story-paragraph: I fell pregnant, at first we were both excited. We raced around buying baby stuff. We chose some beautiful names together. We were really clucky, but then he started getting jealous and angry. He chased me once with a slug gun, saying he was going to kill the baby and when he had me cornered he pointed the gun at my stomach. I was terrified and begged him to stop. <box>233 392 387 484</box>
story-paragraph: A few days later I had a phone call from my brother, he said that he'd heard that Cole had been hitting me, he told me that I didn't have to tell him if it was true or not, but if it were true he wanted me to leave and explained to me that once a man hits a woman it's going to keep happening, and that Cole wouldn't change. He was so upset, I didn't have the guts to tell him that it had been happening for the whole seven years we'd been together, or the fact that I wanted to stay was a choice I had to make. <box>1084 488 1240 634</box>
story-paragraph: Cole had sent down through my Mum's partner, me a present and card for Caiden's birthday. In the card were messages for the kids telling them how he would explain to them when they got older what went wrong and how it was all up to Mummy to make it happen again to bring our family back together. He sent through a few photos of us as a family and of him and me. I didn't feel the guilt he wanted me to feel, or feel pity for him, as I'd gained a reassurance from the collective that it was his problem. <box>1594 901 1734 1046</box>
story-paragraph: Caiden was born prem, at 33 weeks gestation. Weighing 4lb 6oz, he spent 6 weeks in the neonatal unit. During that 6 weeks Cole was arrested on drug charges. I was left to clean a filthy house that hadn't been cleaned since I was put in hospital, he had let his dog inside to live. The place was disgusting, there were dog holes in the fence and in the front window where Cole had had some trouble with an enemy of his. No way could I bring my new baby home to this. I would go to the hospital every 4 hours for feeding and care, then go back to the house and clean. <box>918 707 1072 874</box>
story-paragraph: I realised that I wanted to leave Cole but only thought of it as a dream. I could never see it actually happening. <box>573 1249 727 1280</box>
story-paragraph: As soon as he left the room I got up and jumped out the window, I didn't know where I was going to go and I couldn't leave because Willow was asleep inside in bed. So I went and sat in the caravan. After a while I heard him start to holler out, "Kelly where the f## are you?" I could hear the mother organise and get things ready for the party. Cole had his own things planned with the child's father. That night while I was blowing up balloons with Teri, Cole started to holler out from the lounge. <box>744 651 893 798</box>
story-paragraph: They discovered I was 18½ weeks pregnant and the haemorrhaging was caused by a part of my placenta that had broken away from the edge. A large clot had formed and was preventing it from healing. They asked me if I remembered having any kind of accident or fall. I thought of the times when Cole had bashed me and thrown things at my stomach. I told them that I didn't remember anything. They decided it would be best to keep me in hospital on bed rest. <box>918 158 1072 295</box>
story-paragraph: On my way to the safe house I had visions of where I was going, what was it going to be like? I imagined cold gray walls with long corridors and white towels folded neatly on the dresser between two single beds in a small windowless room. We pulled into a driveway at a house which was not out of the ordinary, just another home amongst many in the quiet suburb, not at all the place I had expected. <box>1424 105 1578 209</box>
story-paragraph: After he left her house he stormed around to Masey's knowing her partner was at work. He let himself in the back door and attacked her the same way he'd attacked Bessy, he also punched a hole in her wall, telling her it was her fault too and that the pain of them had influenced me, I have to get over it and that I had given up my life to him. I had so many people supporting me. <box>1424 838 1578 931</box>
story-paragraph: It is really acceptable to you that he manipulates and bullies you when he calls you names. It's not ok for anyone to treat you like that. You deserve to be treated with respect and love. <box>1254 650 1412 701</box>
story-paragraph: On our way to the meeting place we made up a list to tell Cole to keep him calm. Mum was to tell him that Wellington hospital had recorded the abusive phone calls and had got in touch with the police and it was them that had put me into a Refuge. <box>1254 1394 1412 1455</box>
story-paragraph: My family were back at the house packing and cleaning when Cole turned up. This time Mum took him out the back while my sister rang the police, I had to get him out of there. The police came and talked to him and told him to leave. He left, but he was so angry. <box>1254 1198 1412 1259</box>
story-paragraph: Cole was dealing drugs, so had himself a lot of spending money. He bought himself a Harley, which he put under my name so that it couldn't be taken off him by the courts department, and after that followed cars. He was using, me and clocking up heaps of fines while at it, for his unregistered and unwarranted heaps. It didn't bother him that I was getting into trouble, or that the courts department were deducting payments out of my benefit. <box>403 1086 557 1199</box>
story-paragraph: We moved into another flat, my friend decided she'd move back home, she was tired of Cole's bullshit. Cole picked us some flatmates, some of his mates (bumboys). Cole took control of everything. We all had our separate duties, we were like robots, everything was always done by routine. Cole loved being in charge. Any of us would be given a hiding if we stood out of line. Guys would come and go, they'd leave once they were sick of being treated unfairly. Until no one wanted to live with us. We handed in our notice and moved into Mum's. <box>233 116 387 250</box>
story-paragraph: Cole's family were jealous of my new friends and his Mum started running me down to everyone that came into her house. She used to say that I was a 'ho'. She'd tell people not to trust me, that I was too forced and said that I was turning into an alcoholic. People would come to me and tell me the things she was saying about me. I stopped going around to their house and didn't really like any of them any more. Masey and Bessy made me feel so happy, Willow loved them too and loved playing with Bessy's baby. I think Willow could feel happiness in the house and the change in me. <box>573 148 727 316</box>
story-paragraph: Cole had his own place and was wanting me to come every weekend so I told my Mum that I was going to try and work things out with Cole. She agreed that the weekends were all right once I told her that Cole had changed and that he wasn't going to be violent again. That he was trying hard to make things better. Cole was still as angry as ever and when the weekends would come to an end he'd get so frustrated, he didn't want me to go home, he hated the situation. <box>233 867 387 991</box>
story-paragraph: And I wouldn't be allowed the car again for a while. Finally he sold the car and bought one that he knew I couldn't drive (a manual). I was restricted to the house again. <box>918 1118 1072 1170</box>
story-paragraph: Over the next week Cole was exploding, his mind was working overtime. He had his sister with one of the women in the house, and we were having a family day. He paid a visit each to Masey and Bessy, he kicked in the glass on Bessy's front door and dragged her out of bed, where he punched and choked her, telling her that it was her fault I had left. <box>1424 741 1578 834</box>
story-paragraph: I got a little more freedom in our new house. He let me go to my Mum's more often and started letting me go to his parents' house again. But that didn't help at all, his brothers came over while I was there. I had to go to his sister's room and wait in there until they had gone. <box>403 1010 557 1082</box>
story-paragraph: My friend invited me to go with her to her brother's flat for a barbecue. I was surprised to find when we arrived that Cole lived there as well. It was then when our relationship began. I'd go and stay at his house during the weekends and we'd keep in touch during the week by telephone. I introduced him to Mum, he was such a smooth talker, he told Mum what lovely eyes she had and that he was in love with me. <box>72 462 221 556</box>
story-paragraph: Having no contact with Cole made me stronger, it made me feel as if I was in charge for once. I was always reminded and encouraged to do what I wanted to do for myself to enrich my new life. So I started to look around for a course that I was interested in to better my qualifications. This was something I hadn't been allowed to do before and I was quite excited about. I decided I wouldn't rush into anything without thinking. <box>1594 126 1734 250</box>
story-column-9 <box>1424 61 1578 1708</box>
story-paragraph: It was only a few weeks later Mum rang with some bad news. My brother was in hospital with a brain tumour. We had to talk, and she said we had to get down there in a hurry. The doctors weren't sure how much longer he'd last. I was worried that Cole wouldn't let me go down but he surprised me, he went and packed a bag of things for me and the kids. Mum picked us up and we went on our way. All Cole could say was, "let me know when the tang(s) are". I was angry, I slammed the van door and we left. <box>1084 638 1240 785</box>
story-paragraph: Once we arrived at my brother's house we all sat down with a cup of tea and I talked to Mum. She told me that she was so proud of me and that she would help me in any way she could. I was so grateful to have such a supportive family. <box>1254 1263 1412 1324</box>
story-paragraph: On our way to the meeting place we made up a list to tell Cole to keep him calm. <box>1424 1688 1578 1708</box>
